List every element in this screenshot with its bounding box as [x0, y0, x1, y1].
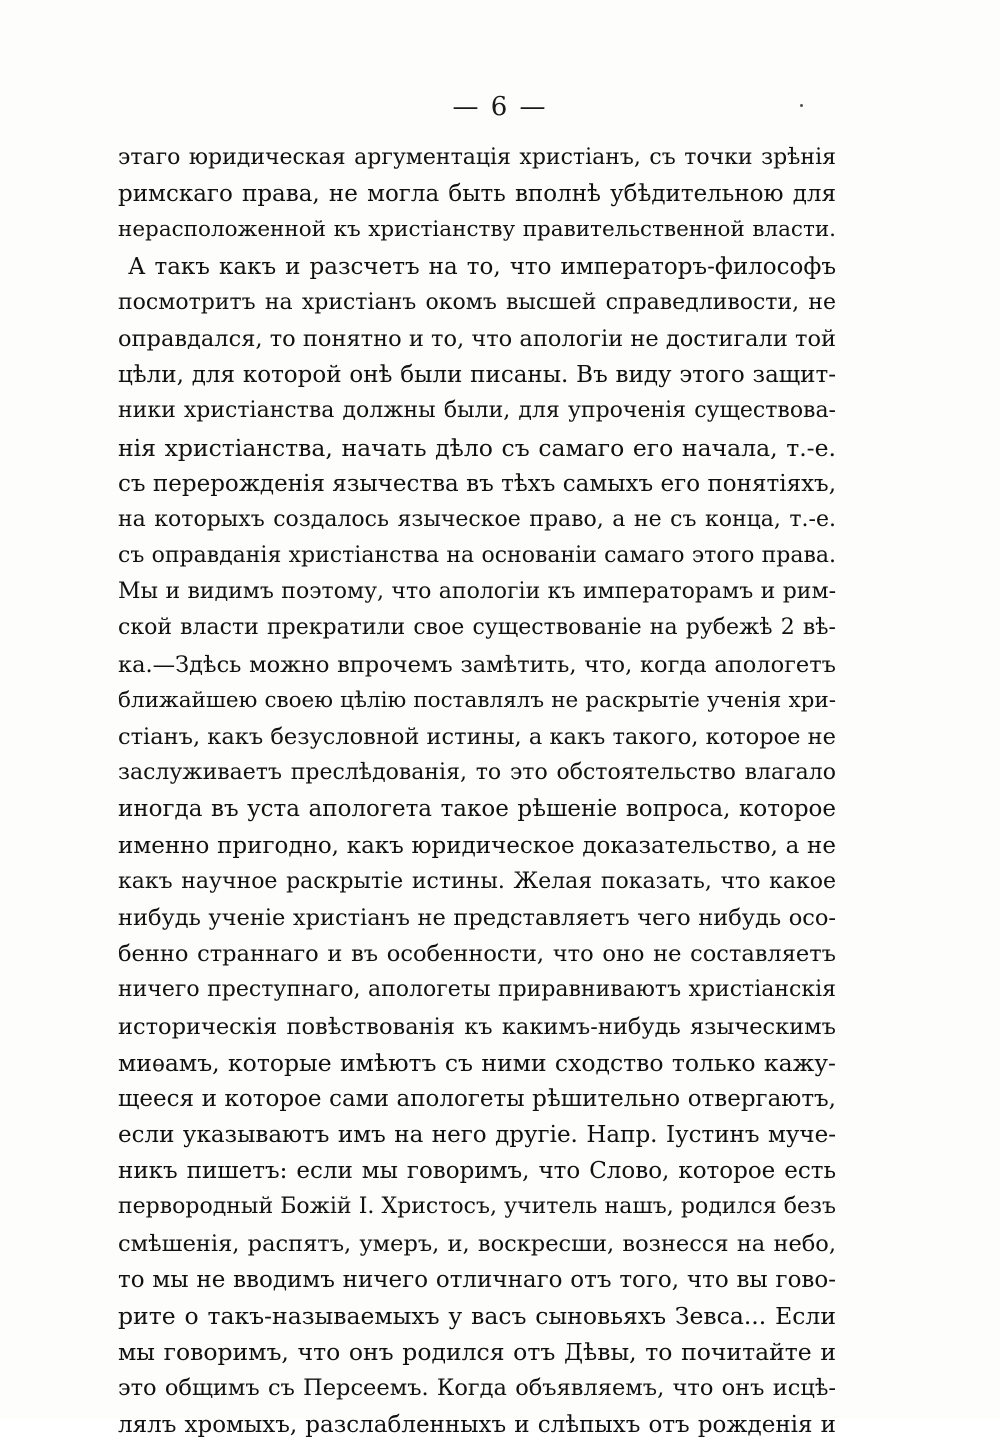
- text-line: именно пригодно, какъ юридическое доказательство, а не: [118, 832, 836, 859]
- text-line: рите о такъ-называемыхъ у васъ сыновьяхъ Зевса... Если: [118, 1302, 836, 1330]
- text-line: нибудь ученіе христіанъ не представляетъ чего нибудь осо-: [118, 904, 836, 931]
- text-line: смѣшенія, распятъ, умеръ, и, воскресши, вознесся на небо,: [118, 1230, 836, 1257]
- text-line: на которыхъ создалось языческое право, а не съ конца, т.-е.: [118, 506, 836, 532]
- text-line: съ оправданія христіанства на основаніи самаго этого права.: [118, 543, 836, 569]
- text-line: ничего преступнаго, апологеты приравниваютъ христіанскія: [118, 977, 836, 1003]
- text-line: первородный Божій І. Христосъ, учитель нашъ, родился безъ: [118, 1194, 836, 1220]
- text-line: это общимъ съ Персеемъ. Когда объявляемъ, что онъ исцѣ-: [118, 1375, 836, 1402]
- text-line: ской власти прекратили свое существованіе на рубежѣ 2 вѣ-: [118, 615, 836, 641]
- text-line: никъ пишетъ: если мы говоримъ, что Слово, которое есть: [118, 1158, 836, 1185]
- text-line: то мы не вводимъ ничего отличнаго отъ того, что вы гово-: [118, 1266, 836, 1293]
- text-line: иногда въ уста апологета такое рѣшеніе вопроса, которое: [118, 796, 836, 823]
- text-line: заслуживаетъ преслѣдованія, то это обстоятельство влагало: [118, 760, 836, 786]
- text-line: стіанъ, какъ безусловной истины, а какъ такого, которое не: [118, 724, 836, 750]
- text-line: нерасположенной къ христіанству правительственной власти.: [118, 217, 836, 243]
- text-line: мы говоримъ, что онъ родился отъ Дѣвы, то почитайте и: [118, 1338, 836, 1367]
- text-line: этаго юридическая аргументація христіанъ, съ точки зрѣнія: [118, 145, 836, 170]
- text-line: цѣли, для которой онѣ были писаны. Въ виду этого защит-: [118, 362, 836, 389]
- text-line: съ перерожденія язычества въ тѣхъ самыхъ его понятіяхъ,: [118, 470, 836, 497]
- text-line: лялъ хромыхъ, разслабленныхъ и слѣпыхъ отъ рожденія и: [118, 1411, 836, 1438]
- text-line: какъ научное раскрытіе истины. Желая показать, что какое: [118, 868, 836, 894]
- text-line: ближайшею своею цѣлію поставлялъ не раскрытіе ученія хри-: [118, 687, 836, 713]
- text-line: посмотритъ на христіанъ окомъ высшей справедливости, не: [118, 289, 836, 315]
- text-line: римскаго права, не могла быть вполнѣ убѣдительною для: [118, 181, 836, 208]
- text-line: А такъ какъ и разсчетъ на то, что императоръ-философъ: [128, 253, 836, 280]
- text-line: Мы и видимъ поэтому, что апологіи къ императорамъ и рим-: [118, 579, 836, 605]
- text-line: если указываютъ имъ на него другіе. Напр. Іустинъ муче-: [118, 1122, 836, 1149]
- body-text: [118, 140, 836, 1443]
- page-number: — 6 —: [452, 92, 548, 122]
- text-line: оправдался, то понятно и то, что апологіи не достигали той: [118, 325, 836, 352]
- text-line: нія христіанства, начать дѣло съ самаго его начала, т.-е.: [118, 433, 836, 462]
- text-line: ники христіанства должны были, для упроченія существова-: [118, 398, 836, 424]
- text-line: щееся и которое сами апологеты рѣшительно отвергаютъ,: [118, 1085, 836, 1112]
- text-line: ка.—Здѣсь можно впрочемъ замѣтить, что, когда апологетъ: [118, 651, 836, 678]
- text-line: бенно страннаго и въ особенности, что оно не составляетъ: [118, 941, 836, 968]
- text-line: историческія повѣствованія къ какимъ-нибудь языческимъ: [118, 1013, 836, 1040]
- text-line: миѳамъ, которые имѣютъ съ ними сходство только кажу-: [118, 1048, 836, 1077]
